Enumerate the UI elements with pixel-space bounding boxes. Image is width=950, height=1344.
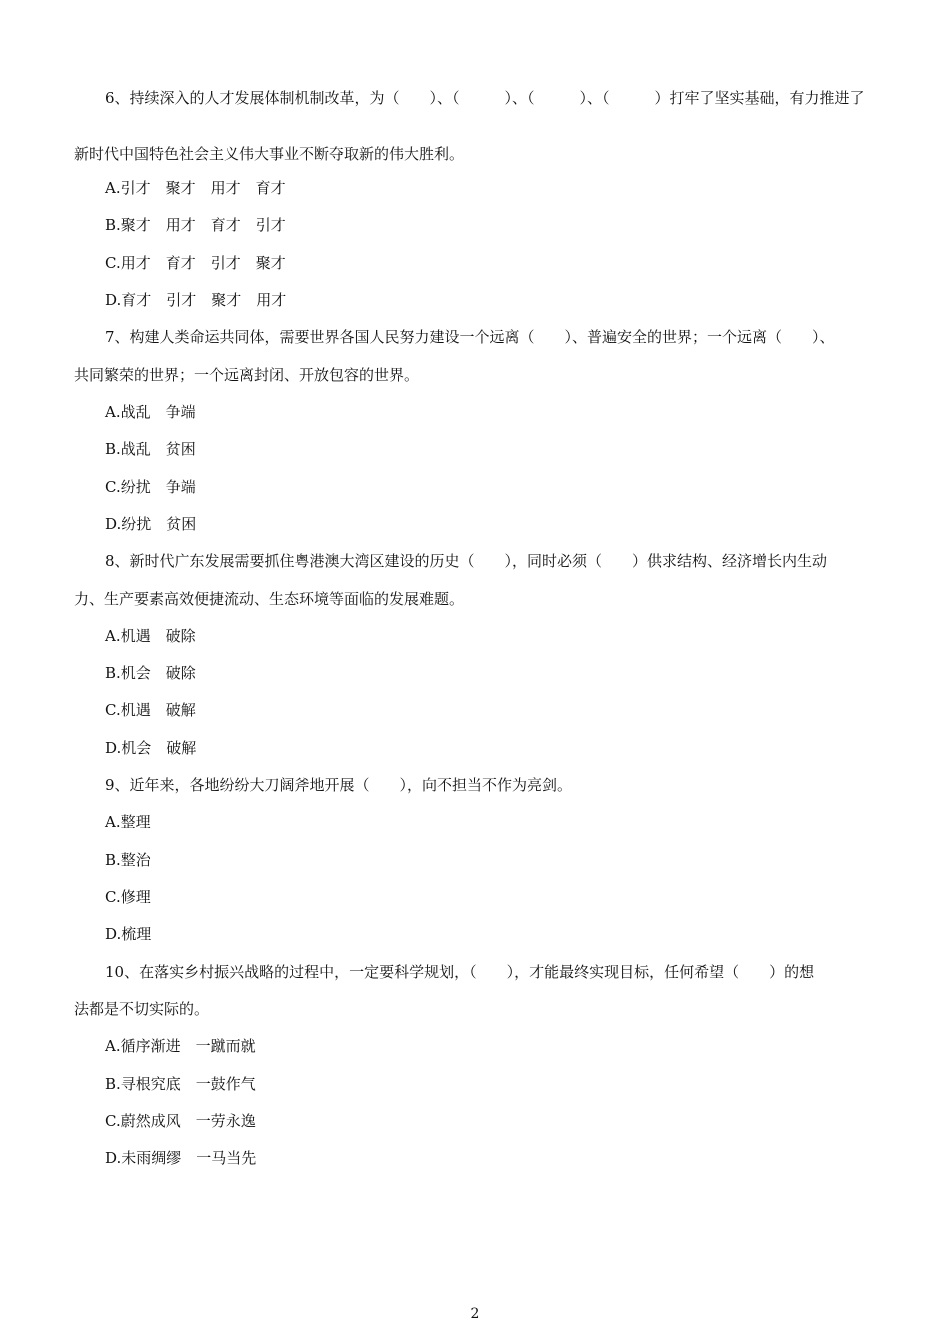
question-7-line-2: 共同繁荣的世界；一个远离封闭、开放包容的世界。: [74, 366, 420, 384]
question-6-option-a: A.引才 聚才 用才 育才: [105, 179, 286, 197]
question-6-line-1: 6、持续深入的人才发展体制机制改革，为（ ）、（ ）、（ ）、（ ）打牢了坚实基础，有力推进了: [105, 89, 865, 107]
question-10-option-c: C.蔚然成风 一劳永逸: [105, 1112, 256, 1130]
question-10-option-a: A.循序渐进 一蹴而就: [105, 1037, 256, 1055]
question-8-line-1: 8、新时代广东发展需要抓住粤港澳大湾区建设的历史（ ），同时必须（ ）供求结构、经济增长内生动: [105, 552, 828, 570]
question-10-line-1: 10、在落实乡村振兴战略的过程中，一定要科学规划，（ ），才能最终实现目标，任何希望（ ）的想: [105, 963, 815, 981]
question-8-line-2: 力、生产要素高效便捷流动、生态环境等面临的发展难题。: [74, 590, 465, 608]
question-9-line-1: 9、近年来，各地纷纷大刀阔斧地开展（ ），向不担当不作为亮剑。: [105, 776, 573, 794]
question-9-option-d: D.梳理: [105, 925, 152, 943]
question-8-option-c: C.机遇 破解: [105, 701, 196, 719]
question-6-option-d: D.育才 引才 聚才 用才: [105, 291, 287, 309]
question-7-option-a: A.战乱 争端: [105, 403, 196, 421]
question-7-option-c: C.纷扰 争端: [105, 478, 196, 496]
question-10-line-2: 法都是不切实际的。: [74, 1000, 210, 1018]
question-8-option-b: B.机会 破除: [105, 664, 196, 682]
question-7-option-b: B.战乱 贫困: [105, 440, 196, 458]
question-10-option-d: D.未雨绸缪 一马当先: [105, 1149, 257, 1167]
question-8-option-d: D.机会 破解: [105, 739, 197, 757]
question-8-option-a: A.机遇 破除: [105, 627, 196, 645]
question-7-line-1: 7、构建人类命运共同体，需要世界各国人民努力建设一个远离（ ）、普遍安全的世界；一个远离（ ）、: [105, 328, 835, 346]
question-10-option-b: B.寻根究底 一鼓作气: [105, 1075, 256, 1093]
question-9-option-a: A.整理: [105, 813, 151, 831]
question-7-option-d: D.纷扰 贫困: [105, 515, 197, 533]
page-number: 2: [470, 1306, 480, 1322]
question-9-option-b: B.整治: [105, 851, 151, 869]
question-6-option-b: B.聚才 用才 育才 引才: [105, 216, 286, 234]
question-6-option-c: C.用才 育才 引才 聚才: [105, 254, 286, 272]
question-6-line-2: 新时代中国特色社会主义伟大事业不断夺取新的伟大胜利。: [74, 145, 465, 163]
question-9-option-c: C.修理: [105, 888, 151, 906]
